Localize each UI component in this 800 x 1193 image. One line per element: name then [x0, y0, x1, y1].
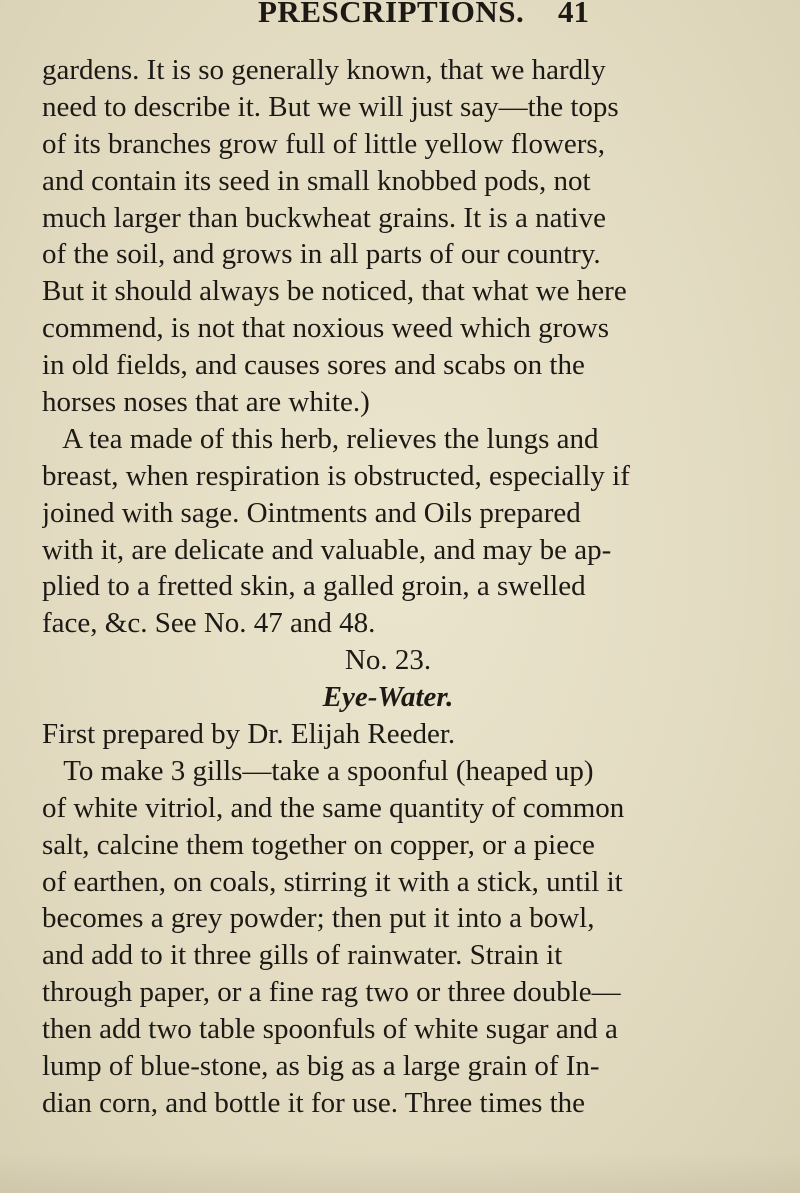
text-line: plied to a fretted skin, a galled groin, a swelled: [42, 570, 586, 603]
text-line: But it should always be noticed, that what we here: [42, 275, 627, 308]
text-line: of white vitriol, and the same quantity of common: [42, 791, 625, 824]
text-line: of the soil, and grows in all parts of our country.: [42, 238, 601, 271]
text-line: joined with sage. Ointments and Oils prepared: [42, 496, 581, 529]
text-line: much larger than buckwheat grains. It is a native: [42, 201, 606, 234]
running-title: PRESCRIPTIONS.: [258, 0, 525, 29]
page-edge-shade: [0, 1153, 800, 1193]
text-line: commend, is not that noxious weed which grows: [42, 312, 610, 345]
text-line: and contain its seed in small knobbed pods, not: [42, 164, 591, 197]
text-line: need to describe it. But we will just say—the tops: [42, 90, 619, 123]
body-text: [42, 52, 784, 1122]
text-line: of earthen, on coals, stirring it with a stick, until it: [42, 865, 623, 898]
text-line: A tea made of this herb, relieves the lungs and: [42, 422, 599, 455]
text-line: gardens. It is so generally known, that we hardly: [42, 54, 606, 86]
text-line: face, &c. See No. 47 and 48.: [42, 607, 376, 640]
text-line: To make 3 gills—take a spoonful (heaped up): [42, 754, 594, 787]
text-line: of its branches grow full of little yellow flowers,: [42, 127, 605, 160]
text-line: then add two table spoonfuls of white sugar and a: [42, 1013, 618, 1046]
text-line: and add to it three gills of rainwater. Strain it: [42, 939, 563, 972]
text-line: with it, are delicate and valuable, and may be ap-: [42, 533, 612, 566]
text-line: First prepared by Dr. Elijah Reeder.: [42, 718, 456, 751]
text-line: breast, when respiration is obstructed, especially if: [42, 459, 630, 492]
section-title: Eye-Water.: [322, 681, 454, 714]
running-head: [0, 0, 800, 34]
page-number: 41: [558, 0, 589, 29]
text-line: becomes a grey powder; then put it into a bowl,: [42, 902, 595, 935]
text-line: salt, calcine them together on copper, or a piece: [42, 828, 595, 861]
text-line: dian corn, and bottle it for use. Three times the: [42, 1086, 586, 1119]
text-line: lump of blue-stone, as big as a large grain of In-: [42, 1050, 600, 1083]
section-number: No. 23.: [344, 644, 432, 677]
text-line: horses noses that are white.): [42, 386, 370, 419]
text-line: in old fields, and causes sores and scabs on the: [42, 349, 585, 382]
text-line: through paper, or a fine rag two or three double—: [42, 976, 621, 1009]
